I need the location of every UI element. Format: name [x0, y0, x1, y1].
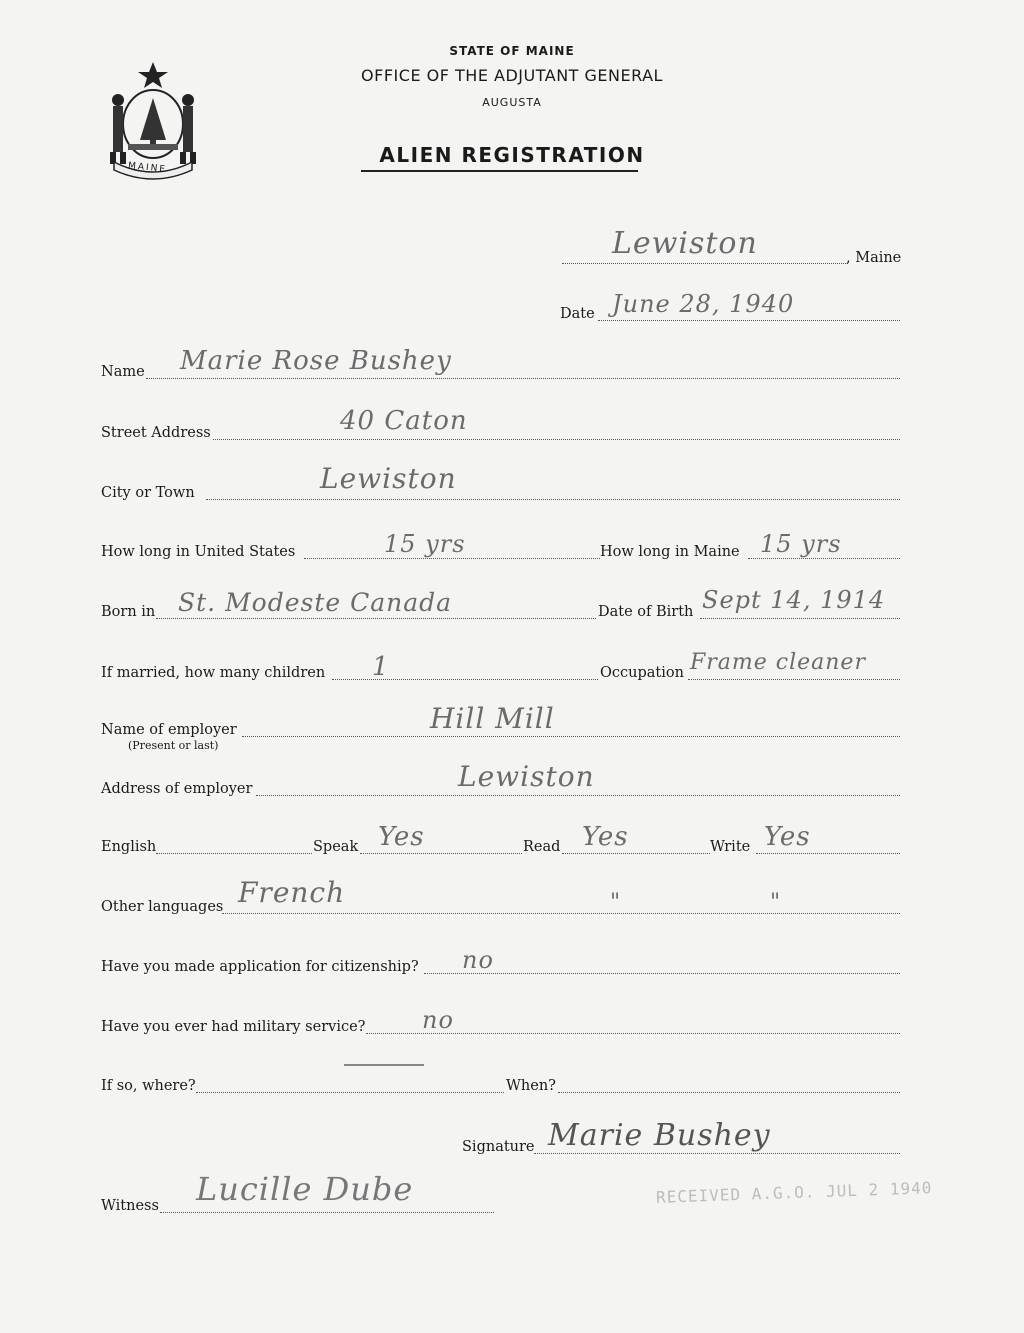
other-languages-write: ": [770, 890, 782, 915]
read-label: Read: [523, 839, 561, 855]
witness-value: Lucille Dube: [196, 1170, 414, 1208]
when-line: [558, 1092, 900, 1093]
us-duration-line: [304, 558, 600, 559]
english-line: [156, 853, 312, 854]
date-label: Date: [560, 306, 595, 322]
header-state: STATE OF MAINE: [449, 44, 575, 58]
street-label: Street Address: [101, 425, 211, 441]
street-value: 40 Caton: [340, 406, 468, 436]
read-line: [562, 853, 710, 854]
name-line: [146, 378, 900, 379]
speak-label: Speak: [313, 839, 359, 855]
name-label: Name: [101, 364, 145, 380]
signature-line: [534, 1153, 900, 1154]
received-stamp: RECEIVED A.G.O. JUL 2 1940: [655, 1178, 933, 1207]
english-label: English: [101, 839, 157, 855]
us-duration-value: 15 yrs: [384, 530, 466, 558]
place-value: Lewiston: [612, 226, 758, 261]
where-line: [196, 1092, 504, 1093]
witness-line: [160, 1212, 494, 1213]
us-duration-label: How long in United States: [101, 544, 296, 560]
title-underline: [361, 170, 638, 172]
other-languages-label: Other languages: [101, 899, 224, 915]
occupation-value: Frame cleaner: [690, 650, 866, 675]
employer-line: [242, 736, 900, 737]
write-label: Write: [710, 839, 751, 855]
city-line: [206, 499, 900, 500]
seal-banner-text: MAINE: [127, 160, 168, 176]
place-line: [562, 263, 846, 264]
employer-sublabel: (Present or last): [128, 739, 219, 752]
children-label: If married, how many children: [101, 665, 326, 681]
when-label: When?: [506, 1078, 556, 1094]
occupation-label: Occupation: [600, 665, 684, 681]
other-languages-line: [222, 913, 900, 914]
header-office: OFFICE OF THE ADJUTANT GENERAL: [361, 66, 663, 85]
dob-label: Date of Birth: [598, 604, 694, 620]
occupation-line: [688, 679, 900, 680]
signature-label: Signature: [462, 1139, 535, 1155]
employer-label: Name of employer: [101, 722, 237, 738]
military-value: no: [422, 1006, 454, 1034]
signature-value: Marie Bushey: [548, 1118, 771, 1153]
read-value: Yes: [582, 822, 629, 852]
write-value: Yes: [764, 822, 811, 852]
place-suffix: , Maine: [846, 250, 902, 266]
street-line: [213, 439, 900, 440]
employer-value: Hill Mill: [430, 702, 555, 735]
born-label: Born in: [101, 604, 156, 620]
born-line: [156, 618, 596, 619]
write-line: [756, 853, 900, 854]
other-languages-value: French: [238, 876, 346, 909]
military-label: Have you ever had military service?: [101, 1019, 366, 1035]
military-stroke: [344, 1064, 424, 1066]
citizenship-line: [424, 973, 900, 974]
citizenship-value: no: [462, 946, 494, 974]
header-city: AUGUSTA: [482, 96, 542, 109]
date-line: [598, 320, 900, 321]
dob-value: Sept 14, 1914: [702, 586, 886, 614]
citizenship-label: Have you made application for citizenship?: [101, 959, 419, 975]
maine-duration-label: How long in Maine: [600, 544, 740, 560]
children-value: 1: [372, 652, 390, 682]
dob-line: [700, 618, 900, 619]
born-value: St. Modeste Canada: [178, 588, 453, 617]
form-title: ALIEN REGISTRATION: [379, 143, 645, 167]
where-label: If so, where?: [101, 1078, 196, 1094]
maine-duration-value: 15 yrs: [760, 530, 842, 558]
witness-label: Witness: [101, 1198, 159, 1214]
speak-value: Yes: [378, 822, 425, 852]
name-value: Marie Rose Bushey: [180, 346, 452, 376]
city-label: City or Town: [101, 485, 195, 501]
other-languages-read: ": [610, 890, 622, 915]
speak-line: [360, 853, 522, 854]
employer-address-label: Address of employer: [101, 781, 253, 797]
city-value: Lewiston: [320, 462, 457, 495]
employer-address-value: Lewiston: [458, 760, 595, 793]
employer-address-line: [256, 795, 900, 796]
date-value: June 28, 1940: [612, 290, 795, 318]
maine-duration-line: [748, 558, 900, 559]
